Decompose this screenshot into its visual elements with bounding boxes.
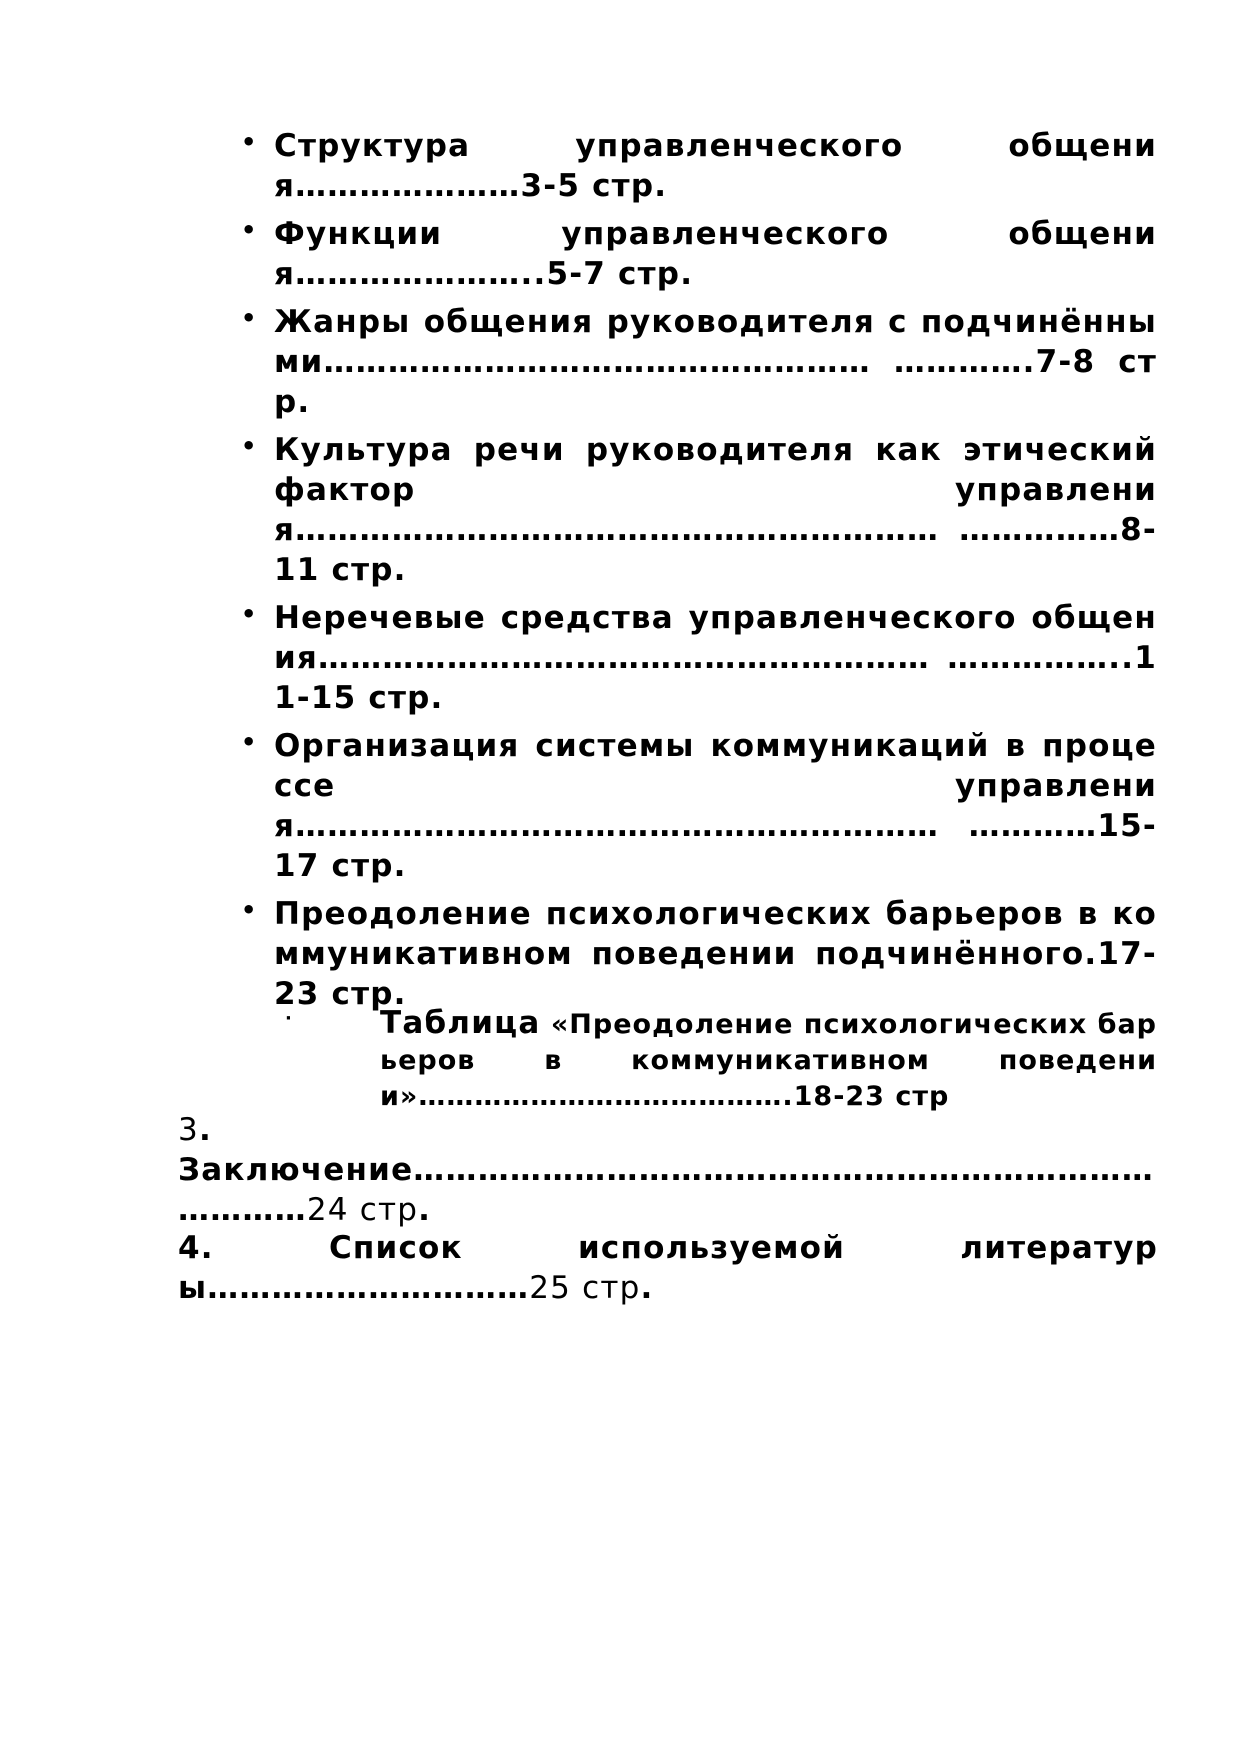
bibliography-end: . bbox=[640, 1270, 654, 1306]
bullet-icon: • bbox=[241, 432, 257, 460]
bullet-icon: • bbox=[241, 728, 257, 756]
bibliography-page: 25 стр bbox=[529, 1270, 641, 1306]
bullet-icon: • bbox=[241, 128, 257, 156]
sub-bullet-icon: · bbox=[285, 1008, 292, 1029]
toc-entry-text: Неречевые средства управленческого общения………………………………………………… ……………..11-15 стр. bbox=[274, 600, 1157, 716]
conclusion-dot: . bbox=[198, 1112, 212, 1148]
bullet-icon: • bbox=[241, 304, 257, 332]
toc-sub-entry-text: Таблица «Преодоление психологических барьеров в коммуникативном поведении»………………………………….18-23 стр bbox=[380, 1005, 1157, 1112]
table-of-contents bbox=[241, 126, 1157, 1022]
bullet-icon: • bbox=[241, 896, 257, 924]
conclusion-end: . bbox=[418, 1192, 432, 1228]
toc-entry bbox=[241, 726, 1157, 886]
toc-bibliography bbox=[178, 1228, 1158, 1308]
bullet-icon: • bbox=[241, 216, 257, 244]
toc-entry bbox=[241, 302, 1157, 422]
toc-entry-text: Функции управленческого общения…………………..5-7 стр. bbox=[274, 216, 1157, 292]
toc-entry-text: Жанры общения руководителя с подчинёнными…………………………………………… ………….7-8 стр. bbox=[274, 304, 1157, 420]
conclusion-number: 3 bbox=[178, 1112, 199, 1148]
toc-entry bbox=[241, 894, 1157, 1014]
toc-entry-text: Организация системы коммуникаций в процессе управления…………………………………………………… …………15-17 стр. bbox=[274, 728, 1157, 884]
toc-entry bbox=[241, 598, 1157, 718]
toc-conclusion bbox=[178, 1110, 1158, 1230]
toc-entry-text: Преодоление психологических барьеров в коммуникативном поведении подчинённого.17-23 стр. bbox=[274, 896, 1157, 1012]
toc-entry bbox=[241, 126, 1157, 206]
bibliography-title: 4. Список используемой литературы………………………… bbox=[178, 1230, 1158, 1306]
conclusion-title: Заключение…………………………………………………………… ………… bbox=[178, 1152, 1154, 1228]
toc-entry-text: Структура управленческого общения…………………3-5 стр. bbox=[274, 128, 1157, 204]
toc-sub-entry bbox=[380, 1005, 1157, 1115]
toc-entry bbox=[241, 430, 1157, 590]
toc-entry bbox=[241, 214, 1157, 294]
conclusion-page: 24 стр bbox=[306, 1192, 419, 1228]
toc-entry-text: Культура речи руководителя как этический фактор управления…………………………………………………… ……………8-11 стр. bbox=[274, 432, 1157, 588]
bullet-icon: • bbox=[241, 600, 257, 628]
